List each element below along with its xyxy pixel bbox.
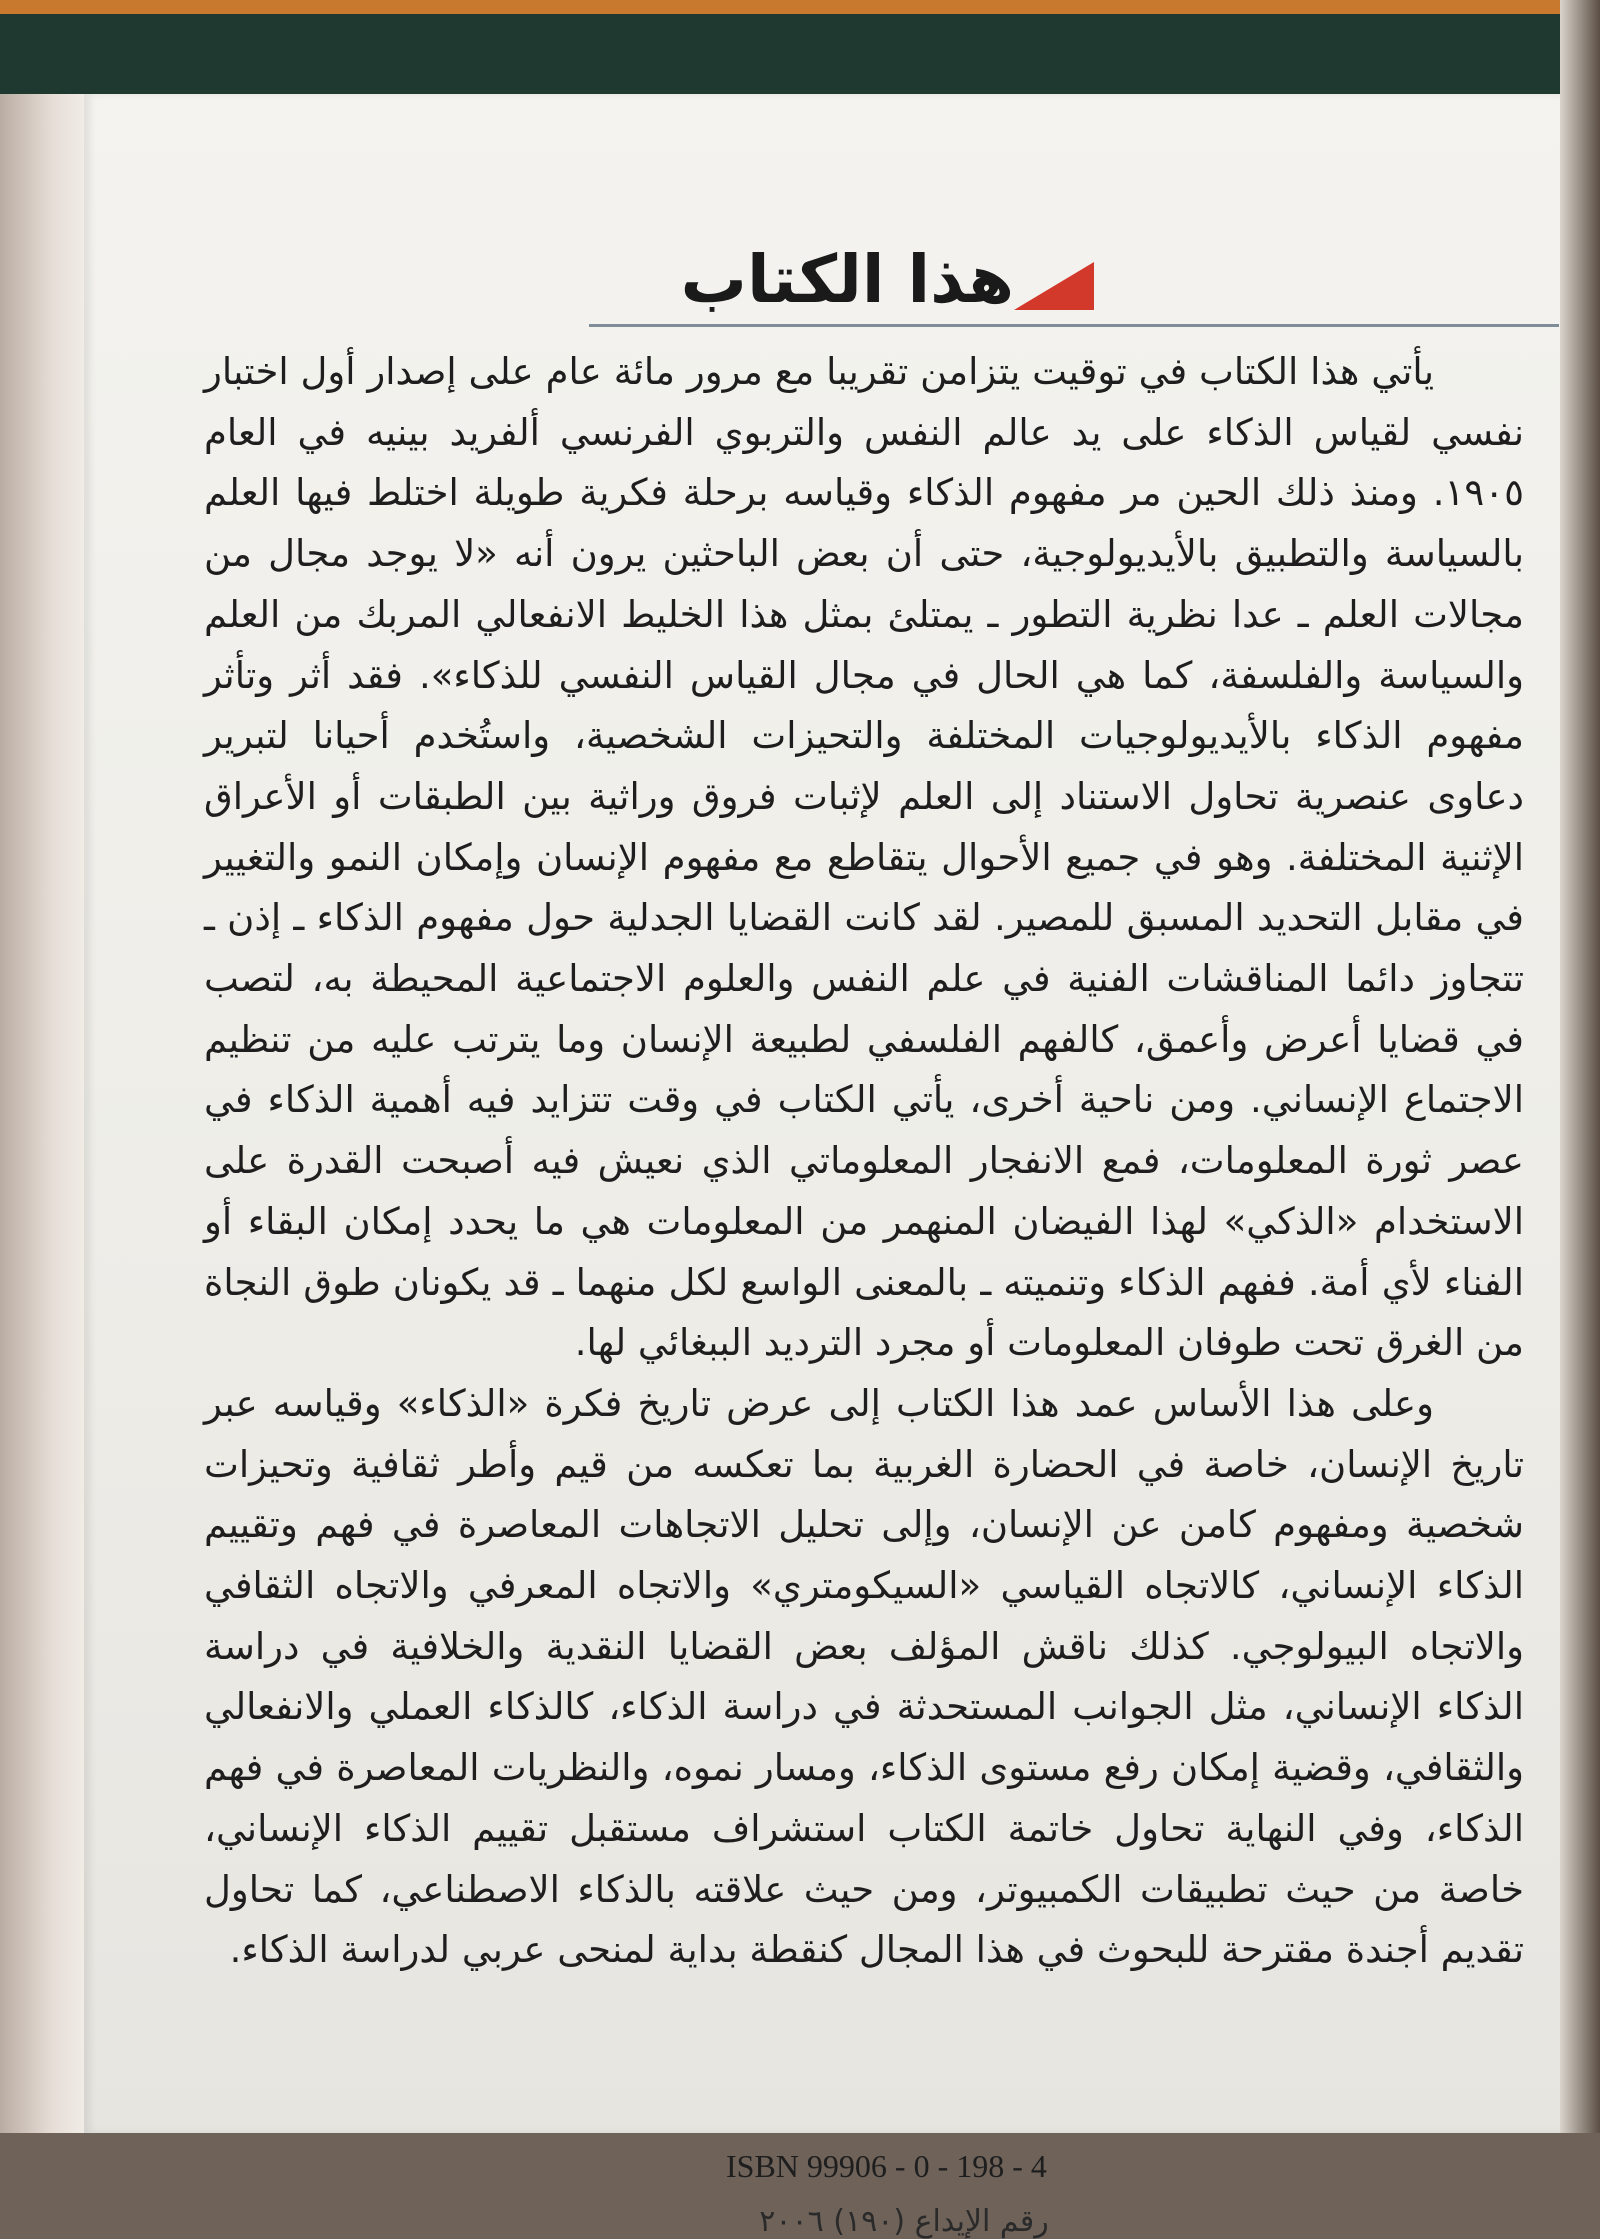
back-cover (84, 94, 1560, 2239)
cover-top-stripe (0, 14, 1600, 94)
book-spine-edge (0, 94, 84, 2133)
heading-underline (589, 324, 1559, 327)
blurb-text (204, 342, 1524, 1981)
cover-heading: هذا الكتاب (680, 241, 1014, 318)
red-triangle-mark (1014, 262, 1094, 310)
deposit-number: رقم الإيداع (١٩٠) ٢٠٠٦ (759, 2204, 1049, 2239)
heading-block (584, 241, 1154, 324)
cover-top-edge (0, 0, 1600, 14)
isbn-number: ISBN 99906 - 0 - 198 - 4 (726, 2148, 1047, 2184)
book-right-edge (1560, 0, 1600, 2133)
blurb-paragraph-2: وعلى هذا الأساس عمد هذا الكتاب إلى عرض تاريخ فكرة «الذكاء» وقياسه عبر تاريخ الإنسان، خاصة في الحضارة الغربية بما تعكسه من قيم وأطر ثقافية وتحيزات شخصية ومفهوم كامن عن الإنسان، وإلى تحليل الاتجاهات المعاصرة في فهم وتقييم الذكاء الإنساني، كالاتجاه القياسي «السيكومتري» والاتجاه المعرفي والاتجاه الثقافي والاتجاه البيولوجي. كذلك ناقش المؤلف بعض القضايا النقدية والخلافية في دراسة الذكاء الإنساني، مثل الجوانب المستحدثة في دراسة الذكاء، كالذكاء العملي والانفعالي والثقافي، وقضية إمكان رفع مستوى الذكاء، ومسار نموه، والنظريات المعاصرة في فهم الذكاء، وفي النهاية تحاول خاتمة الكتاب استشراف مستقبل تقييم الذكاء الإنساني، خاصة من حيث تطبيقات الكمبيوتر، ومن حيث علاقته بالذكاء الاصطناعي، كما تحاول تقديم أجندة مقترحة للبحوث في هذا المجال كنقطة بداية لمنحى عربي لدراسة الذكاء. (204, 1381, 1524, 1972)
blurb-paragraph-1: يأتي هذا الكتاب في توقيت يتزامن تقريبا مع مرور مائة عام على إصدار أول اختبار نفسي لقياس الذكاء على يد عالم النفس والتربوي الفرنسي ألفريد بينيه في العام ١٩٠٥. ومنذ ذلك الحين مر مفهوم الذكاء وقياسه برحلة فكرية طويلة اختلط فيها العلم بالسياسة والتطبيق بالأيديولوجية، حتى أن بعض الباحثين يرون أنه «لا يوجد مجال من مجالات العلم ـ عدا نظرية التطور ـ يمتلئ بمثل هذا الخليط الانفعالي المربك من العلم والسياسة والفلسفة، كما هي الحال في مجال القياس النفسي للذكاء». فقد أثر وتأثر مفهوم الذكاء بالأيديولوجيات المختلفة والتحيزات الشخصية، واستُخدم أحيانا لتبرير دعاوى عنصرية تحاول الاستناد إلى العلم لإثبات فروق وراثية بين الطبقات أو الأعراق الإثنية المختلفة. وهو في جميع الأحوال يتقاطع مع مفهوم الإنسان وإمكان النمو والتغيير في مقابل التحديد المسبق للمصير. لقد كانت القضايا الجدلية حول مفهوم الذكاء ـ إذن ـ تتجاوز دائما المناقشات الفنية في علم النفس والعلوم الاجتماعية المحيطة به، لتصب في قضايا أعرض وأعمق، كالفهم الفلسفي لطبيعة الإنسان وما يترتب عليه من تنظيم الاجتماع الإنساني. ومن ناحية أخرى، يأتي الكتاب في وقت تتزايد فيه أهمية الذكاء في عصر ثورة المعلومات، فمع الانفجار المعلوماتي الذي نعيش فيه أصبحت القدرة على الاستخدام «الذكي» لهذا الفيضان المنهمر من المعلومات هي ما يحدد إمكان البقاء أو الفناء لأي أمة. ففهم الذكاء وتنميته ـ بالمعنى الواسع لكل منهما ـ قد يكونان طوق النجاة من الغرق تحت طوفان المعلومات أو مجرد الترديد الببغائي لها. (204, 350, 1524, 1365)
